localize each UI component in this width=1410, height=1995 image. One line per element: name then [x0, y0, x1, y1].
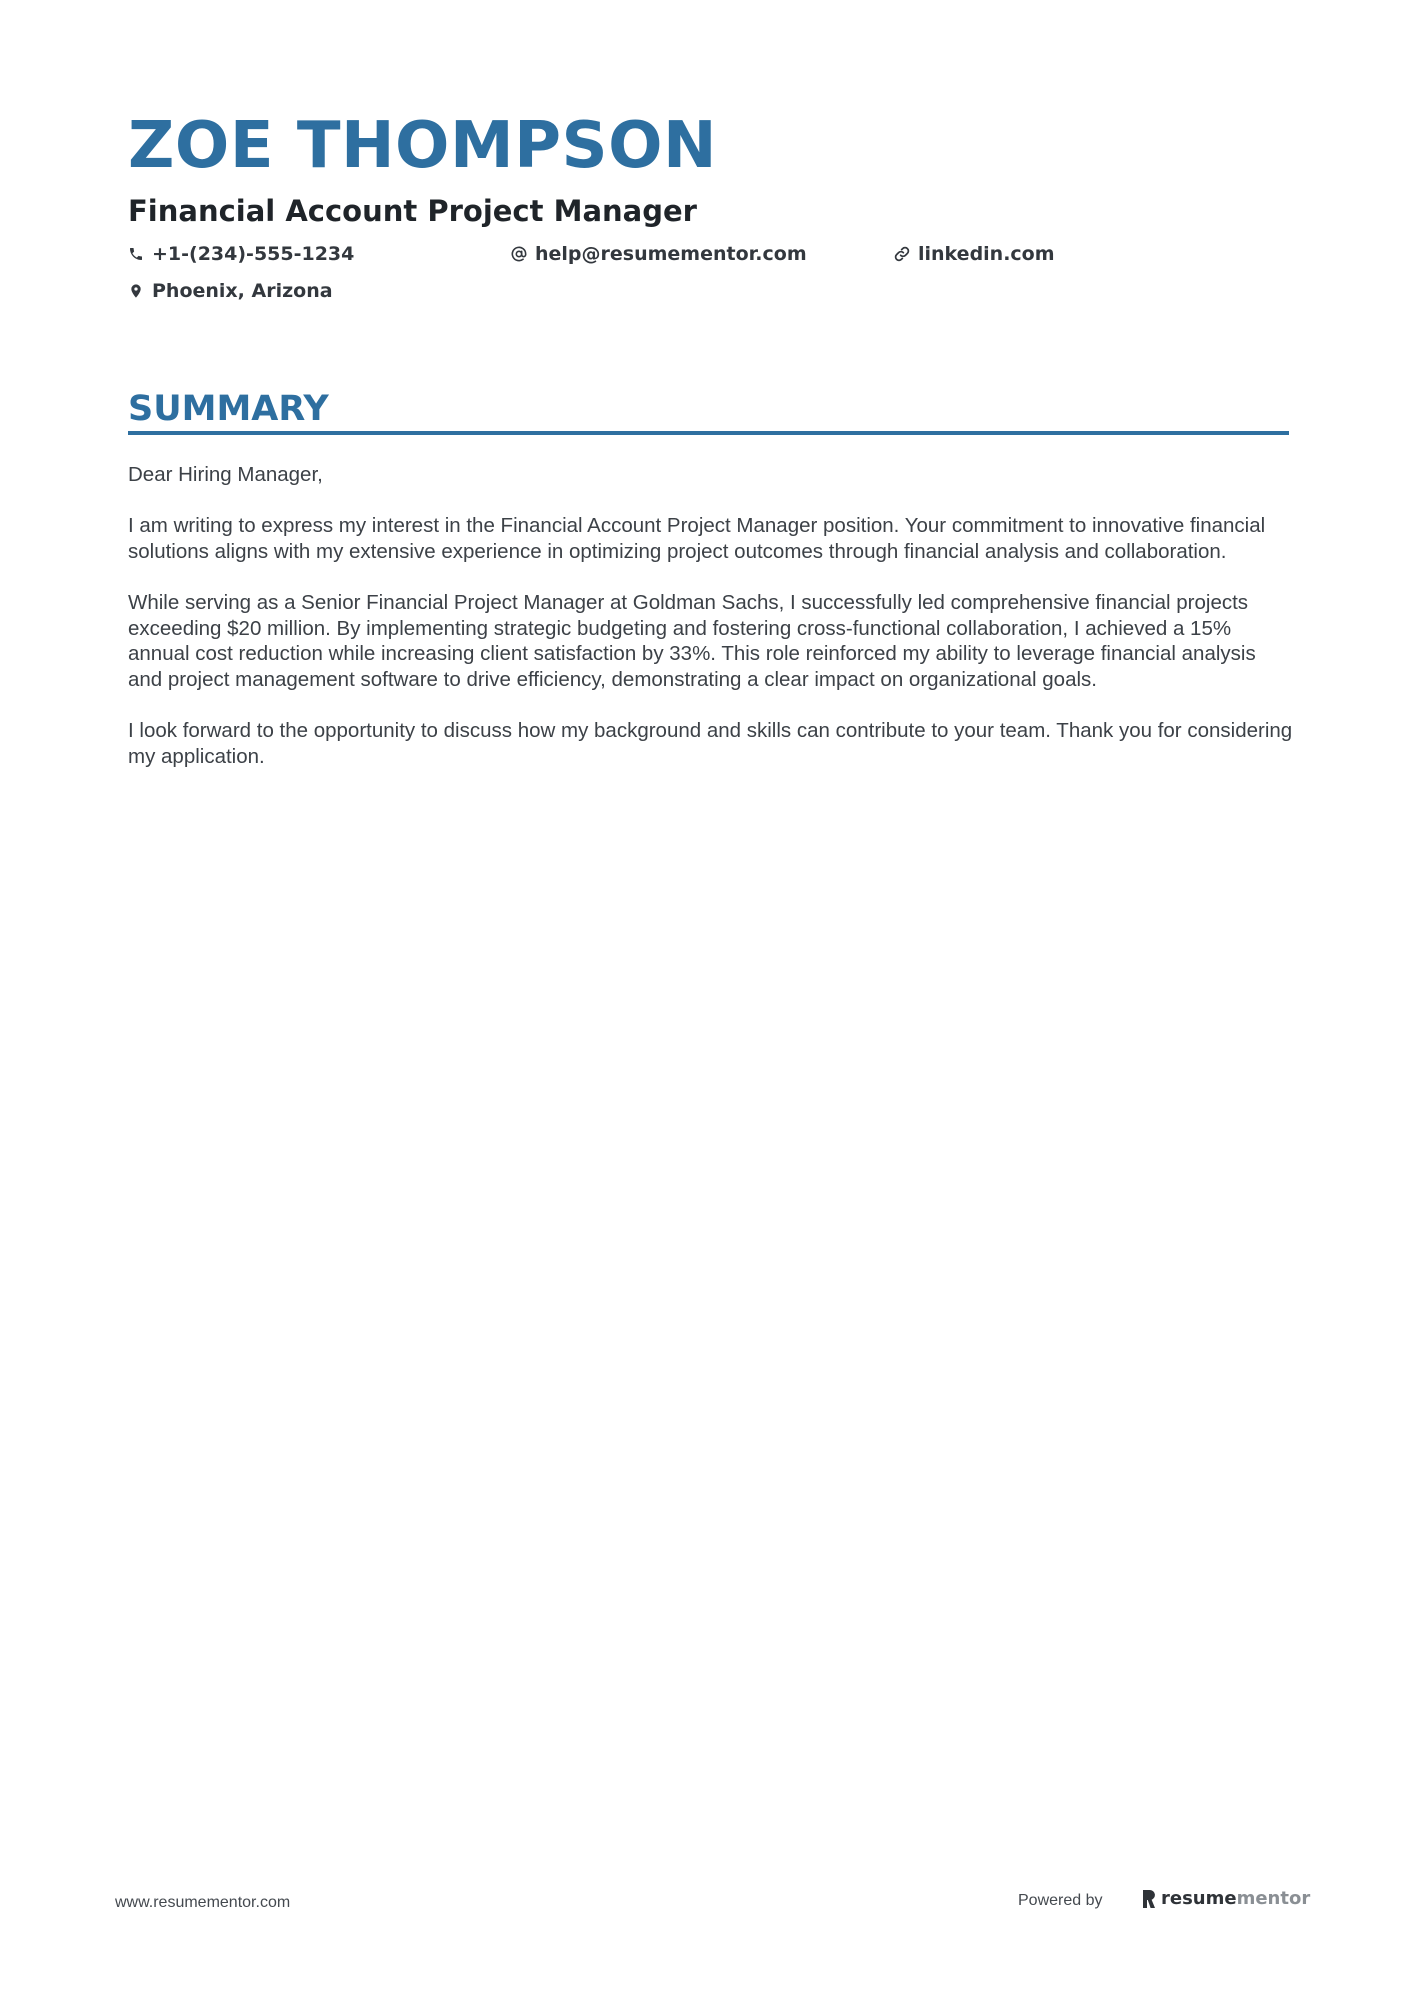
contact-location	[128, 278, 333, 304]
phone-icon	[128, 246, 144, 262]
cover-letter-body	[128, 462, 1293, 795]
summary-heading: SUMMARY	[128, 389, 329, 429]
footer-powered-by: Powered by	[1018, 1892, 1103, 1909]
contact-email	[511, 241, 807, 267]
letter-paragraph: I am writing to express my interest in the Financial Account Project Manager position. Your commitment to innovative financial solutions aligns with my extensive experience in optimizing project outcomes through financial analysis and collaboration.	[128, 514, 1266, 563]
candidate-name: ZOE THOMPSON	[128, 109, 718, 183]
letter-greeting: Dear Hiring Manager,	[128, 463, 323, 486]
brand-name-part2: mentor	[1236, 1888, 1311, 1909]
section-divider	[128, 431, 1289, 435]
letter-paragraph: I look forward to the opportunity to discuss how my background and skills can contribute to your team. Thank you for considering my application.	[128, 718, 1293, 768]
contact-phone	[128, 241, 354, 267]
footer-website-link[interactable]: www.resumementor.com	[115, 1894, 291, 1911]
resumementor-logo-icon	[1141, 1889, 1157, 1909]
at-sign-icon	[511, 246, 527, 262]
contact-linkedin	[894, 241, 1055, 267]
job-title: Financial Account Project Manager	[128, 194, 697, 228]
footer-brand-logo[interactable]	[1141, 1888, 1310, 1909]
phone-text: +1-(234)-555-1234	[152, 243, 355, 265]
linkedin-link[interactable]: linkedin.com	[918, 243, 1055, 265]
location-text: Phoenix, Arizona	[152, 280, 333, 302]
email-link[interactable]: help@resumementor.com	[535, 243, 807, 265]
link-icon	[894, 246, 910, 262]
letter-paragraph: While serving as a Senior Financial Project Manager at Goldman Sachs, I successfully led comprehensive financial projects exceeding $20 million. By implementing strategic budgeting and fostering cross-functional collaboration, I achieved a 15% annual cost reduction while increasing client satisfaction by 33%. This role reinforced my ability to leverage financial analysis and project management software to drive efficiency, demonstrating a clear impact on organizational goals.	[128, 590, 1256, 691]
map-pin-icon	[128, 283, 144, 299]
brand-name-part1: resume	[1161, 1888, 1237, 1909]
